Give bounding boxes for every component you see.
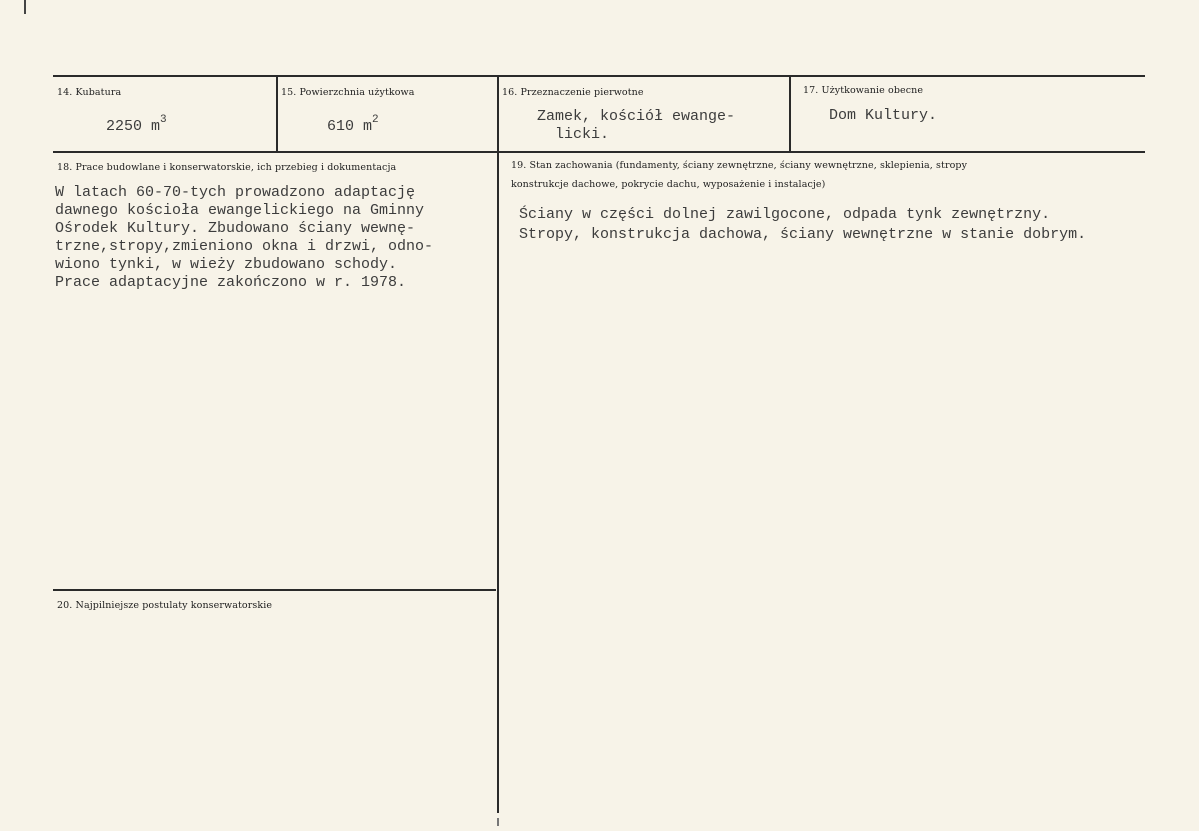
powierzchnia-label: 15. Powierzchnia użytkowa	[281, 87, 415, 98]
stan-line-1: Ściany w części dolnej zawilgocone, odpada tynk zewnętrzny.	[519, 206, 1051, 223]
top-rule	[53, 75, 1145, 77]
powierzchnia-number: 610 m	[327, 118, 373, 135]
prace-line-3: Ośrodek Kultury. Zbudowano ściany wewnę-	[55, 220, 416, 237]
col-divider-15-16	[497, 76, 499, 813]
przeznaczenie-line-2: licki.	[555, 126, 610, 143]
prace-line-2: dawnego kościoła ewangelickiego na Gminny	[55, 202, 425, 219]
col-divider-16-17	[789, 76, 791, 153]
kubatura-label: 14. Kubatura	[57, 87, 122, 98]
stan-line-2: Stropy, konstrukcja dachowa, ściany wewnętrzne w stanie dobrym.	[519, 226, 1087, 243]
bottom-tick-mark	[497, 818, 499, 826]
kubatura-exponent: 3	[160, 114, 167, 126]
prace-line-4: trzne,stropy,zmieniono okna i drzwi, odno-	[55, 238, 434, 255]
col-divider-14-15	[276, 76, 278, 153]
powierzchnia-exponent: 2	[372, 114, 379, 126]
kubatura-value	[106, 114, 167, 137]
kubatura-number: 2250 m	[106, 118, 161, 135]
prace-line-1: W latach 60-70-tych prowadzono adaptację	[55, 184, 416, 201]
przeznaczenie-label: 16. Przeznaczenie pierwotne	[502, 87, 644, 98]
section-20-rule	[53, 589, 496, 591]
prace-label: 18. Prace budowlane i konserwatorskie, ich przebieg i dokumentacja	[57, 162, 397, 173]
postulaty-label: 20. Najpilniejsze postulaty konserwatorskie	[57, 600, 273, 611]
uzytkowanie-value: Dom Kultury.	[829, 107, 938, 124]
row-rule	[53, 151, 1145, 153]
prace-line-6: Prace adaptacyjne zakończono w r. 1978.	[55, 274, 407, 291]
powierzchnia-value	[327, 114, 379, 137]
uzytkowanie-label: 17. Użytkowanie obecne	[803, 85, 924, 96]
prace-line-5: wiono tynki, w wieży zbudowano schody.	[55, 256, 398, 273]
przeznaczenie-line-1: Zamek, kościół ewange-	[537, 108, 736, 125]
stan-label-line-1: 19. Stan zachowania (fundamenty, ściany zewnętrzne, ściany wewnętrzne, sklepienia, stropy	[511, 160, 968, 171]
edge-mark	[24, 0, 26, 14]
stan-label-line-2: konstrukcje dachowe, pokrycie dachu, wyposażenie i instalacje)	[511, 179, 826, 190]
